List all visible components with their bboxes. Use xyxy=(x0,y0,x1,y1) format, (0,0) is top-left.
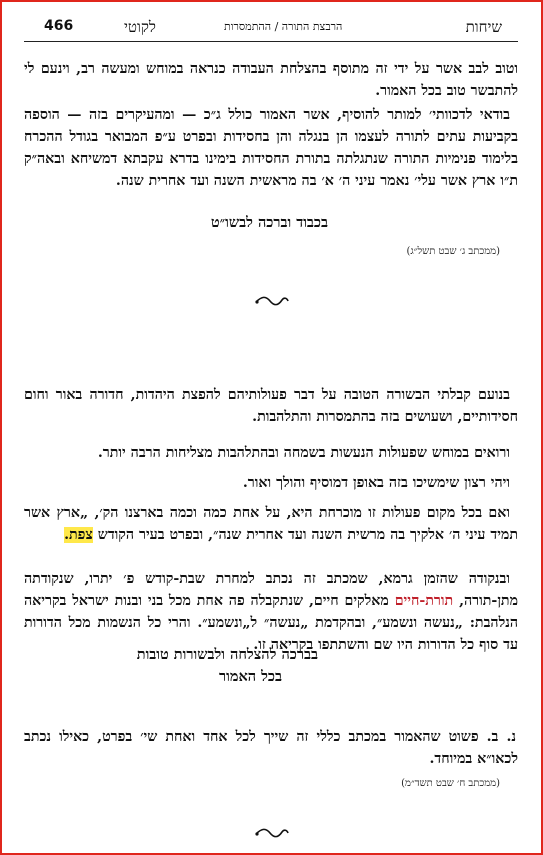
page-number: 466 xyxy=(44,18,74,34)
header-right-title: שיחות xyxy=(465,18,502,36)
letter2-paragraph-1: בנועם קבלתי הבשורה הטובה על דבר פעולותיהם להפצת היהדות, חדורה באור וחום חסידותיים, ושעושים בזה בהתמסרות והתלהבות. xyxy=(24,387,518,425)
red-term: תורת-חיים xyxy=(394,593,454,609)
letter2-paragraph-5-text-b: מאלקים חיים, שנתקבלה פה אחת מכל בני ובנות ישראל בקריאה הנלהבת: „נעשה ונשמע״, ובהקדמת „נעשה״ ל„ונשמע״. והרי כל הנשמות מכל הדורות עד סוף כל הדורות היו שם והשתתפו בקריאה זו. xyxy=(24,593,518,653)
letter2-paragraph-4-text: ואם בכל מקום פעולות זו מוכרחת היא, על אחת כמה וכמה בארצנו הק׳, „ארץ אשר תמיד עיני ה׳ אלקיך בה מרשית השנה ועד אחרית שנה״, ובפרט בעיר הקודש xyxy=(24,505,518,543)
highlighted-word: צפת. xyxy=(64,527,93,543)
letter1-source: (ממכתב ג׳ שבט תשל״ג) xyxy=(406,246,500,257)
letter2-paragraph-4 xyxy=(24,502,518,546)
letter2-paragraph-5-text-a: ובנקודה שהזמן גרמא, שמכתב זה נכתב למחרת שבת-קודש פ׳ יתרו, שנקודתה מתן-תורה, xyxy=(24,571,518,609)
letter2-paragraph-2: ורואים במוחש שפעולות הנעשות בשמחה ובהתלהבות מצליחות הרבה יותר. xyxy=(97,445,510,461)
divider-flourish xyxy=(254,294,290,308)
letter2-signature-line-1: בברכה להצלחה ולבשורות טובות xyxy=(136,646,318,663)
postscript: נ. ב. פשוט שהאמור במכתב כללי זה שייך לכל אחד ואחת שי׳ בפרט, כאילו נכתב לכאו״א במיוחד. xyxy=(24,729,518,767)
letter2-source: (ממכתב ח׳ שבט תשד״מ) xyxy=(401,778,500,789)
letter1-paragraph-2: בודאי לדכוותי׳ למותר להוסיף, אשר האמור כולל ג״כ — ומהעיקרים בזה — הוספה בקביעות עתים לתורה לעצמו הן בנגלה והן בחסידות ובפרט ע״פ המבואר בגודל ההכרח בלימוד פנימיות התורה שנתגלתה בתורת החסידות בימינו בדרא עקבתא דמשיחא ובאה״ק ת״ו ארץ אשר עלי׳ נאמר עיני ה׳ א׳ בה מראשית השנה ועד אחרית שנה. xyxy=(24,107,518,189)
letter2-paragraph-3: ויהי רצון שימשיכו בזה באופן דמוסיף והולך ואור. xyxy=(242,475,510,491)
letter1-paragraph-1: וטוב לבב אשר על ידי זה מתוסף בהצלחת העבודה כנראה במוחש ומעשה רב, וינעם לי להתבשר טוב בכל האמור. xyxy=(24,61,518,99)
letter2-signature-line-2: בכל האמור xyxy=(219,668,282,685)
document-page xyxy=(24,2,518,853)
letter1-signature: בכבוד וברכה לבשו״ט xyxy=(210,214,328,231)
letter2-paragraph-5 xyxy=(24,568,518,656)
page-header xyxy=(24,18,518,40)
header-left-title: לקוטי xyxy=(124,18,156,36)
divider-flourish xyxy=(254,826,290,840)
header-subtitle: הרבצת התורה / ההתמסרות xyxy=(224,20,343,33)
header-rule xyxy=(24,41,518,42)
